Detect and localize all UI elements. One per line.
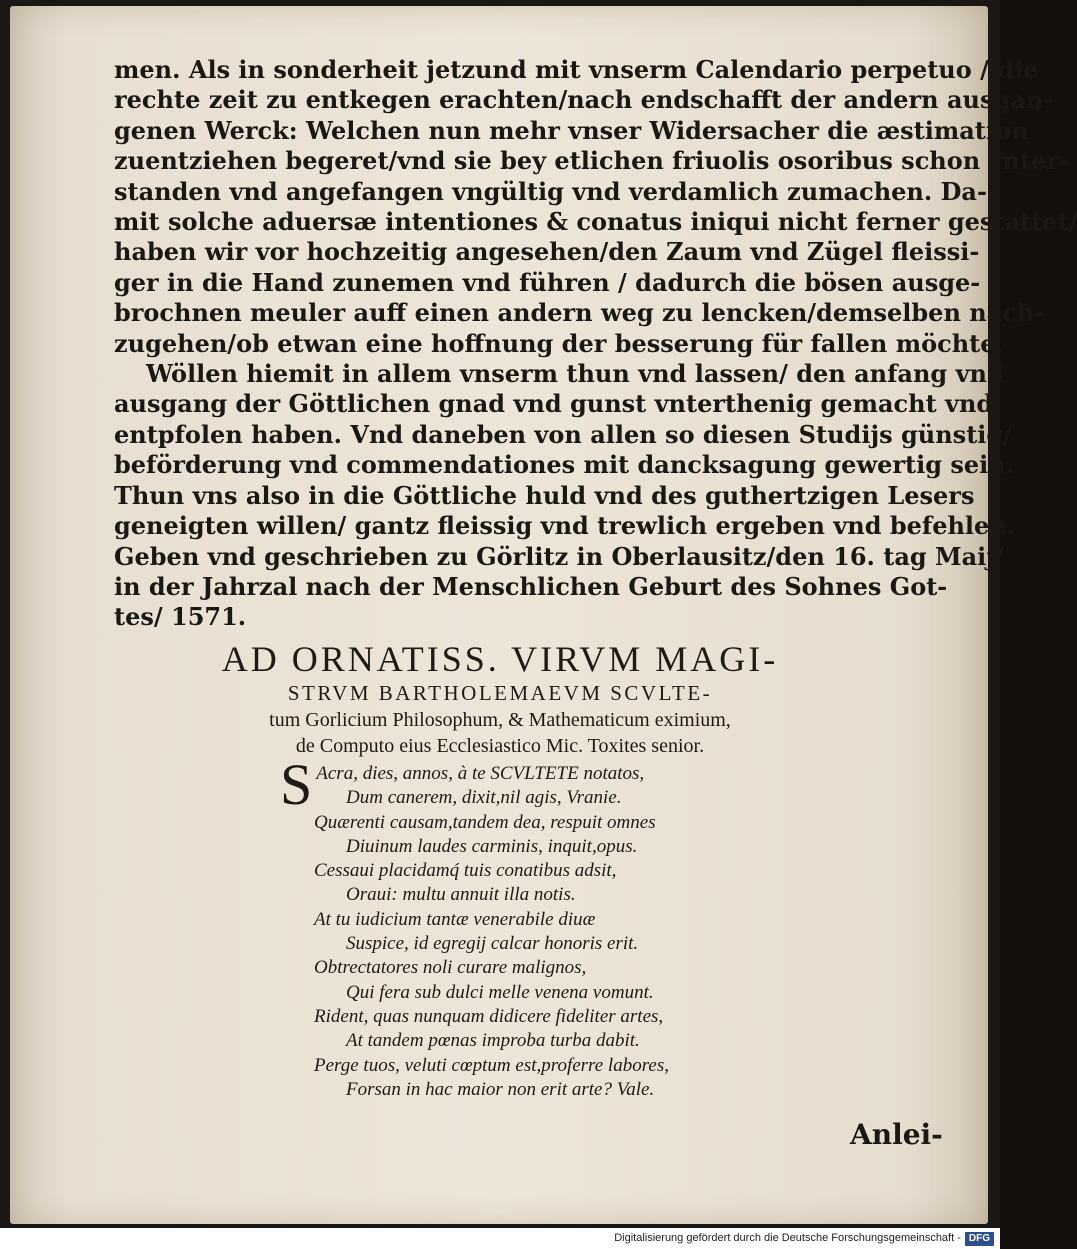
poem-line: At tandem pœnas improba turba dabit. bbox=[346, 1030, 640, 1052]
poem-line: Diuinum laudes carminis, inquit,opus. bbox=[346, 835, 638, 857]
heading-line-4: de Computo eius Ecclesiastico Mic. Toxites senior. bbox=[295, 735, 705, 757]
poem-line: Rident, quas nunquam didicere fideliter artes, bbox=[314, 1005, 664, 1027]
poem-line: Obtrectatores noli curare malignos, bbox=[314, 957, 587, 979]
catchword: Anlei- bbox=[850, 1118, 943, 1151]
poem-line: Perge tuos, veluti cœptum est,proferre labores, bbox=[314, 1054, 669, 1076]
poem-line: Quærenti causam,tandem dea, respuit omnes bbox=[314, 811, 656, 833]
prose-line: mit solche aduersæ intentiones & conatus iniqui nicht ferner gestattet/ bbox=[114, 207, 1077, 237]
prose-line: standen vnd angefangen vngültig vnd verdamlich zumachen. Da- bbox=[114, 176, 987, 206]
prose-line: zuentziehen begeret/vnd sie bey etlichen friuolis osoribus schon vnter- bbox=[114, 146, 1069, 176]
poem-heading bbox=[160, 638, 840, 759]
prose-line: zugehen/ob etwan eine hoffnung der besserung für fallen möchte. bbox=[114, 328, 1004, 358]
heading-line-3: tum Gorlicium Philosophum, & Mathematicum eximium, bbox=[269, 709, 731, 731]
poem-line: Qui fera sub dulci melle venena vomunt. bbox=[346, 981, 654, 1003]
dfg-logo-icon[interactable]: DFG bbox=[965, 1232, 994, 1246]
prose-line: rechte zeit zu entkegen erachten/nach endschafft der andern ausgan- bbox=[114, 85, 1054, 115]
latin-poem bbox=[280, 752, 800, 1102]
poem-line: Forsan in hac maior non erit arte? Vale. bbox=[346, 1078, 655, 1100]
poem-line: At tu iudicium tantæ venerabile diuæ bbox=[314, 908, 596, 930]
prose-line: Wöllen hiemit in allem vnserm thun vnd lassen/ den anfang vnd bbox=[146, 359, 1004, 389]
drop-capital: S bbox=[280, 752, 313, 817]
prose-line: beförderung vnd commendationes mit dancksagung gewertig sein. bbox=[114, 450, 1015, 480]
prose-line: Thun vns also in die Göttliche huld vnd des guthertzigen Lesers bbox=[114, 480, 975, 510]
prose-line: ger in die Hand zunemen vnd führen / dadurch die bösen ausge- bbox=[114, 267, 981, 297]
footer-credit: Digitalisierung gefördert durch die Deutsche Forschungsgemeinschaft - bbox=[614, 1232, 961, 1244]
prose-paragraph bbox=[114, 55, 1077, 633]
poem-line: Suspice, id egregij calcar honoris erit. bbox=[346, 933, 639, 955]
prose-line: ausgang der Göttlichen gnad vnd gunst vnterthenig gemacht vnd bbox=[114, 389, 994, 419]
prose-line: haben wir vor hochzeitig angesehen/den Zaum vnd Zügel fleissi- bbox=[114, 237, 980, 267]
prose-line: tes/ 1571. bbox=[114, 602, 247, 632]
prose-line: entpfolen haben. Vnd daneben von allen so diesen Studijs günstig/ bbox=[114, 419, 1012, 449]
prose-line: Geben vnd geschrieben zu Görlitz in Oberlausitz/den 16. tag Maij/ bbox=[114, 541, 1004, 571]
prose-line: brochnen meuler auff einen andern weg zu lencken/demselben nach- bbox=[114, 298, 1045, 328]
poem-line-text: Acra, dies, annos, à te SCVLTETE notatos, bbox=[316, 763, 645, 784]
prose-line: geneigten willen/ gantz fleissig vnd trewlich ergeben vnd befehlen. bbox=[114, 511, 1016, 541]
footer-bar bbox=[0, 1228, 1000, 1249]
prose-line: genen Werck: Welchen nun mehr vnser Widersacher die æstimation bbox=[114, 115, 1029, 145]
poem-line: Oraui: multu annuit illa notis. bbox=[346, 884, 576, 906]
poem-line: Cessaui placidamq́ tuis conatibus adsit, bbox=[314, 860, 617, 882]
prose-line: men. Als in sonderheit jetzund mit vnserm Calendario perpetuo / die bbox=[114, 55, 1039, 84]
heading-line-2: STRVM BARTHOLEMAEVM SCVLTE- bbox=[287, 681, 713, 705]
poem-line: Dum canerem, dixit,nil agis, Vranie. bbox=[346, 787, 622, 809]
book-page bbox=[10, 6, 1077, 1224]
heading-line-1: AD ORNATISS. VIRVM MAGI- bbox=[221, 639, 779, 679]
prose-line: in der Jahrzal nach der Menschlichen Geburt des Sohnes Got- bbox=[114, 571, 948, 601]
